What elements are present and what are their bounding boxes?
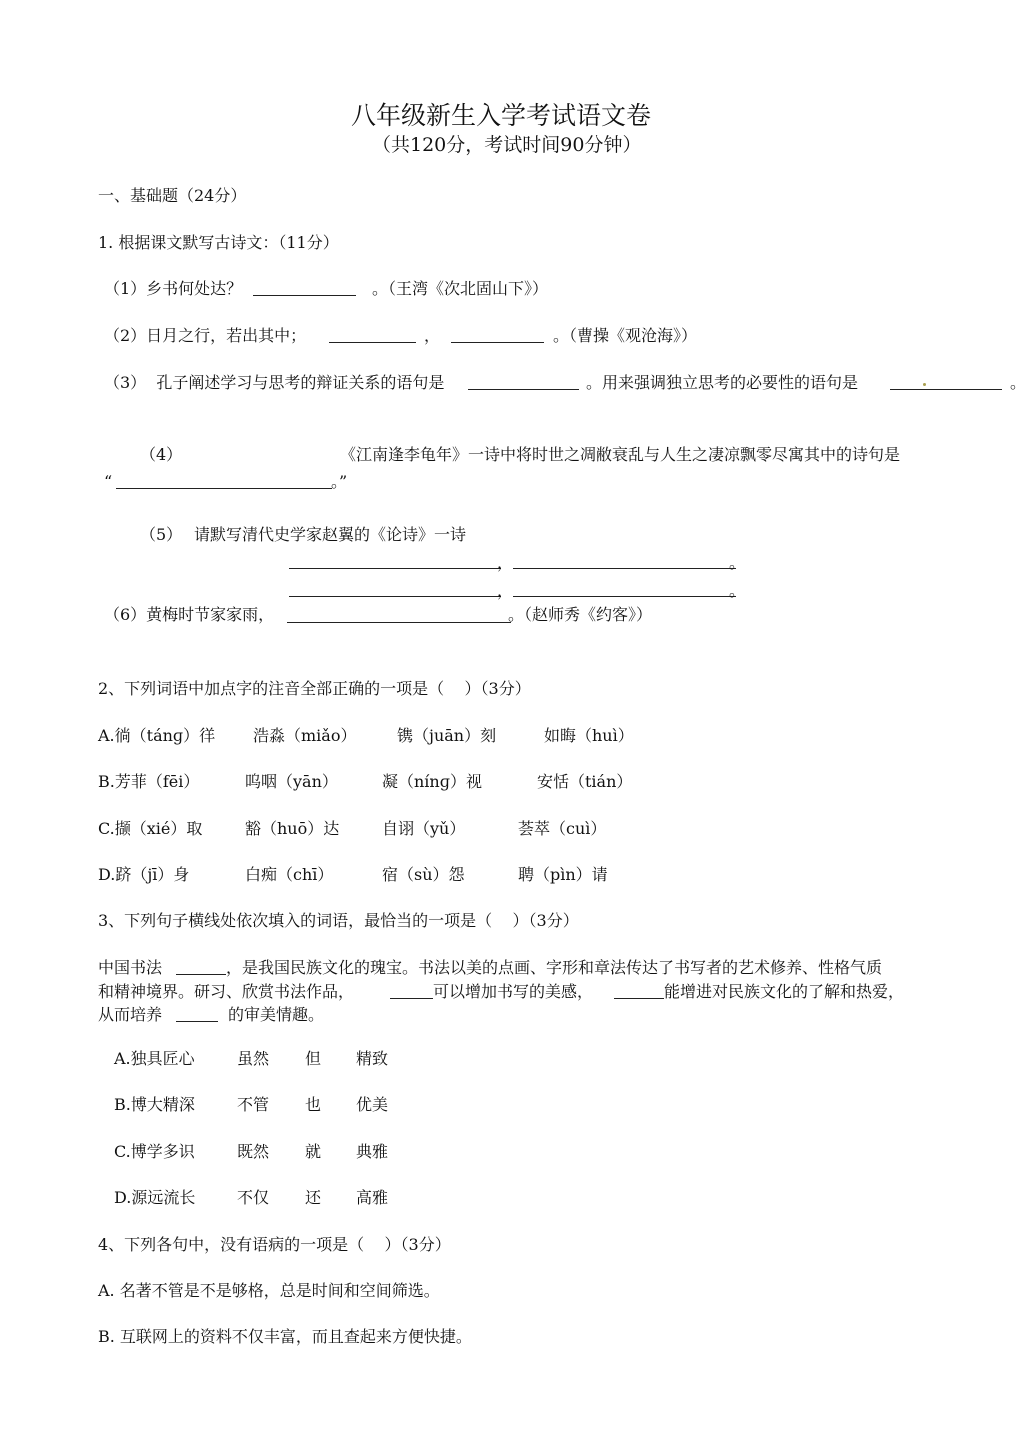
q2-option-d-1: D.跻（jī）身 <box>98 865 190 884</box>
q3-option-c-4: 典雅 <box>356 1142 389 1161</box>
q3-passage-1a: 中国书法 <box>98 958 163 977</box>
q1-part6-blank <box>287 622 511 623</box>
q1-part4-close-quote: 。” <box>331 472 348 491</box>
q3-passage-1b: ，是我国民族文化的瑰宝。书法以美的点画、字形和章法传达了书写者的艺术修养、性格气质 <box>226 958 883 977</box>
q1-part3-end: 。 <box>1010 373 1026 392</box>
q3-passage-3b: 的审美情趣。 <box>228 1005 325 1024</box>
q3-passage-2c: 能增进对民族文化的了解和热爱， <box>664 982 905 1001</box>
q1-part3-prompt-2: 。用来强调独立思考的必要性的语句是 <box>586 373 859 392</box>
q1-part1-prompt: （1）乡书何处达？ <box>104 279 243 298</box>
q2-option-b-3: 凝（nínɡ）视 <box>382 772 482 791</box>
q1-part3-prompt: （3） 孔子阐述学习与思考的辩证关系的语句是 <box>104 373 445 392</box>
q3-blank-2 <box>390 998 433 999</box>
q2-option-b-1: B.芳菲（fēi） <box>98 772 200 791</box>
q1-part2-comma: ， <box>424 326 441 345</box>
q3-option-a-2: 虽然 <box>237 1049 270 1068</box>
question-3-stem: 3、下列句子横线处依次填入的词语，最恰当的一项是（ ）（3分） <box>98 911 579 930</box>
speck-mark <box>923 383 926 386</box>
q1-part6-source: 。（赵师秀《约客》） <box>508 605 653 624</box>
q3-blank-4 <box>176 1021 218 1022</box>
q1-part2-blank-2 <box>451 342 544 343</box>
q1-part2-prompt: （2）日月之行，若出其中； <box>104 326 307 345</box>
q3-option-c-3: 就 <box>305 1142 322 1161</box>
q3-passage-2b: 可以增加书写的美感， <box>433 982 594 1001</box>
q3-option-a-3: 但 <box>305 1049 322 1068</box>
question-1-stem: 1. 根据课文默写古诗文：（11分） <box>98 233 339 252</box>
q1-part4-blank <box>116 488 332 489</box>
q1-part2-blank-1 <box>329 342 416 343</box>
q1-part5-period-1: 。 <box>729 553 746 572</box>
q1-part5-blank-3 <box>289 596 501 597</box>
q1-part5-comma-2: ， <box>497 581 514 600</box>
q1-part3-blank-1 <box>468 389 579 390</box>
question-4-stem: 4、下列各句中，没有语病的一项是（ ）（3分） <box>98 1235 451 1254</box>
q3-option-b-3: 也 <box>305 1095 322 1114</box>
q3-passage-2a: 和精神境界。研习、欣赏书法作品， <box>98 982 355 1001</box>
q2-option-a-3: 镌（juān）刻 <box>397 726 497 745</box>
q1-part5-number: （5） <box>140 525 183 544</box>
q3-option-a-1: A.独具匠心 <box>114 1049 195 1068</box>
q3-option-d-3: 还 <box>305 1188 322 1207</box>
q1-part5-blank-4 <box>513 596 736 597</box>
q2-option-d-4: 聘（pìn）请 <box>518 865 608 884</box>
q2-option-c-4: 荟萃（cuì） <box>518 819 607 838</box>
q3-option-d-2: 不仅 <box>237 1188 270 1207</box>
q3-option-b-4: 优美 <box>356 1095 389 1114</box>
q3-option-b-1: B.博大精深 <box>114 1095 195 1114</box>
q1-part5-period-2: 。 <box>729 581 746 600</box>
q1-part4-number: （4） <box>140 445 183 464</box>
paper-subtitle: （共120分，考试时间90分钟） <box>372 134 642 156</box>
q2-option-c-3: 自诩（yǔ） <box>382 819 466 838</box>
q2-option-d-2: 白痴（chī） <box>245 865 334 884</box>
section-heading: 一、基础题（24分） <box>98 186 247 205</box>
paper-title: 八年级新生入学考试语文卷 <box>351 101 652 130</box>
q1-part5-blank-2 <box>513 568 736 569</box>
q1-part2-source: 。（曹操《观沧海》） <box>553 326 698 345</box>
q2-option-c-1: C.撷（xié）取 <box>98 819 203 838</box>
q2-option-a-1: A.徜（tánɡ）徉 <box>98 726 216 745</box>
question-2-stem: 2、下列词语中加点字的注音全部正确的一项是（ ）（3分） <box>98 679 531 698</box>
q4-option-a: A. 名著不管是不是够格，总是时间和空间筛选。 <box>98 1281 440 1300</box>
q1-part3-blank-2 <box>890 389 1002 390</box>
q1-part6-prompt: （6）黄梅时节家家雨， <box>104 605 275 624</box>
q3-option-a-4: 精致 <box>356 1049 389 1068</box>
q3-option-c-1: C.博学多识 <box>114 1142 195 1161</box>
q3-option-c-2: 既然 <box>237 1142 270 1161</box>
q3-blank-1 <box>176 974 226 975</box>
q1-part5-prompt: 请默写清代史学家赵翼的《论诗》一诗 <box>194 525 467 544</box>
q1-part5-comma-1: ， <box>497 553 514 572</box>
q3-blank-3 <box>614 998 664 999</box>
q1-part4-open-quote: “ <box>104 472 113 491</box>
q3-option-b-2: 不管 <box>237 1095 270 1114</box>
q2-option-d-3: 宿（sù）怨 <box>382 865 465 884</box>
q1-part5-blank-1 <box>289 568 501 569</box>
q2-option-b-4: 安恬（tián） <box>537 772 633 791</box>
q2-option-c-2: 豁（huō）达 <box>245 819 340 838</box>
q2-option-a-2: 浩淼（miǎo） <box>253 726 357 745</box>
q3-passage-3a: 从而培养 <box>98 1005 163 1024</box>
q3-option-d-4: 高雅 <box>356 1188 389 1207</box>
q1-part1-source: 。（王湾《次北固山下》） <box>372 279 549 298</box>
q2-option-a-4: 如晦（huì） <box>544 726 634 745</box>
q2-option-b-2: 呜咽（yān） <box>245 772 338 791</box>
q3-option-d-1: D.源远流长 <box>114 1188 196 1207</box>
q1-part4-prompt: 《江南逢李龟年》一诗中将时世之凋敝衰乱与人生之凄凉飘零尽寓其中的诗句是 <box>340 445 901 464</box>
q1-part1-blank <box>253 295 356 296</box>
q4-option-b: B. 互联网上的资料不仅丰富，而且查起来方便快捷。 <box>98 1327 472 1346</box>
